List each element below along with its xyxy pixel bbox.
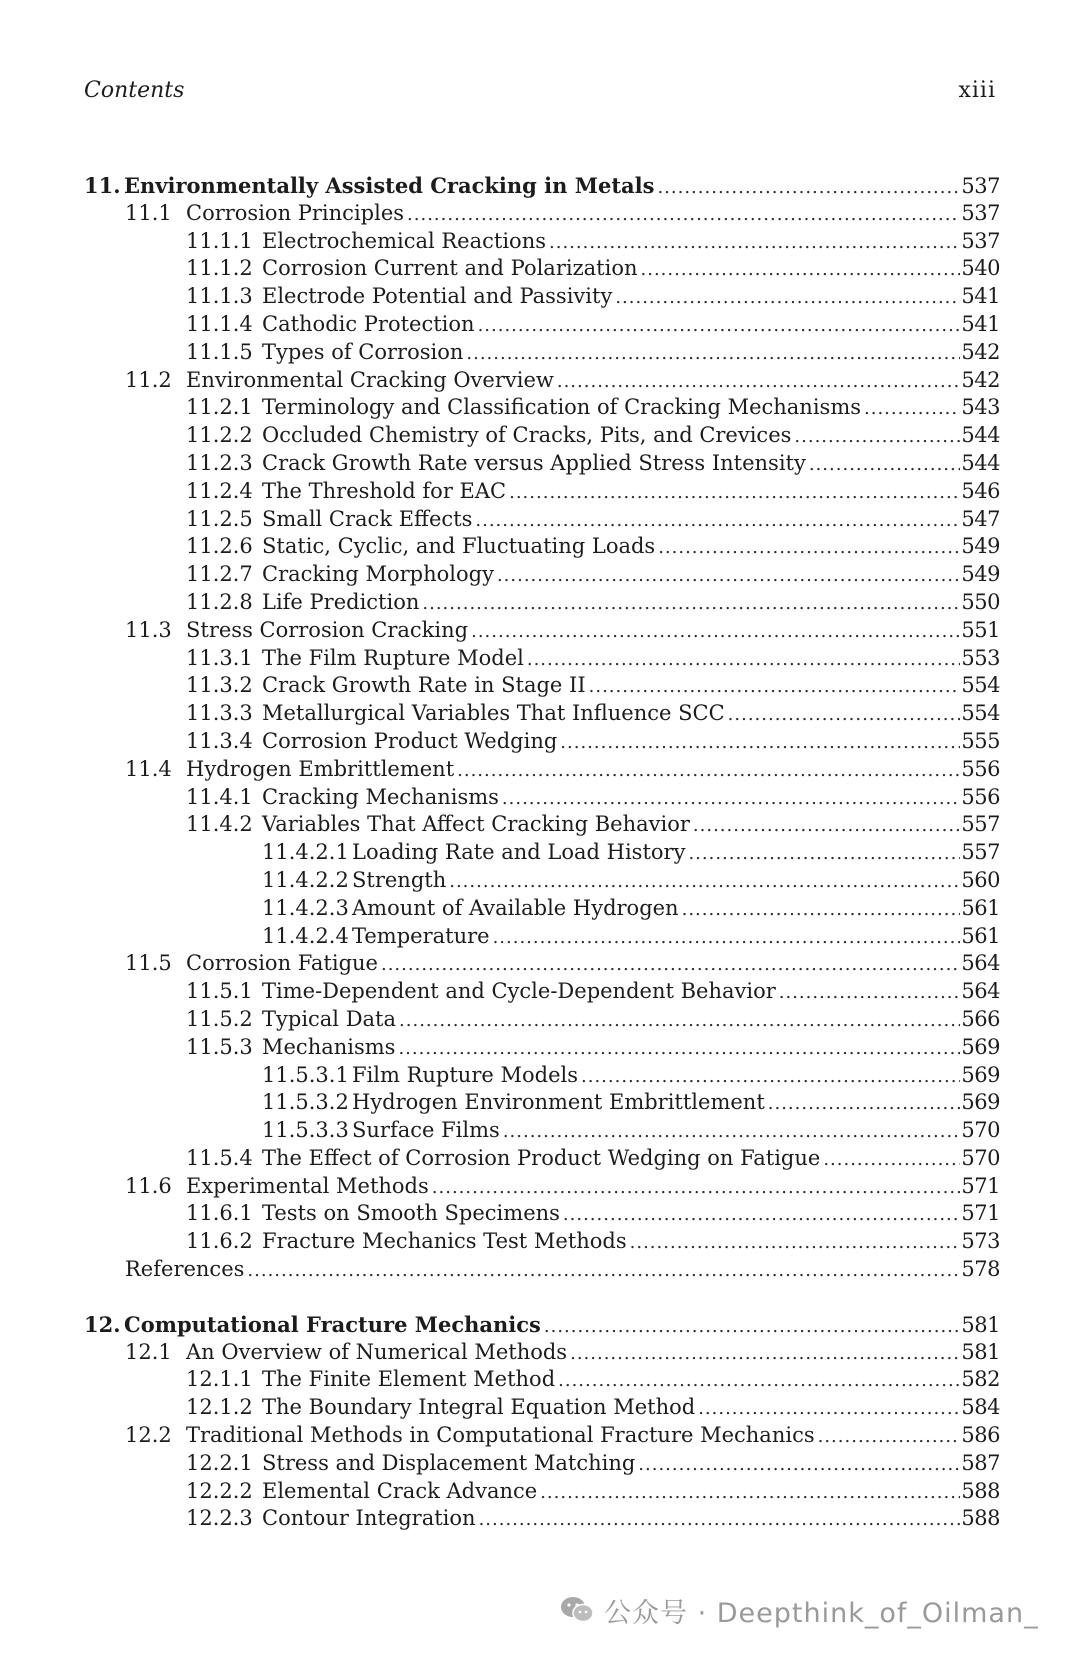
toc-entry-line [262,394,1000,423]
toc-entry-title: Hydrogen Environment Embrittlement [352,1090,765,1115]
toc-entry-page: 554 [961,673,1000,698]
toc-entry-title: Types of Corrosion [262,339,464,364]
toc-entry-title: The Film Rupture Model [262,645,524,670]
toc-entry-page: 550 [961,589,1000,614]
toc-entry-title: Variables That Affect Cracking Behavior [262,812,690,837]
toc-entry-page: 581 [961,1312,1000,1337]
toc-entry-number: 11.4.2.1 [262,840,349,865]
toc-entry-line [352,1117,1000,1146]
toc-entry-line [352,1062,1000,1091]
toc-entry-title: Cracking Mechanisms [262,784,499,809]
toc-entry-title: Corrosion Fatigue [186,951,378,976]
toc-entry-line [262,1006,1000,1035]
toc-entry[interactable] [84,672,1000,700]
toc-entry-page: 566 [961,1006,1000,1031]
toc-entry-line [262,561,1000,590]
toc-entry[interactable] [84,200,1000,228]
toc-entry-number: 11.4 [125,756,172,781]
toc-entry-page: 560 [961,867,1000,892]
toc-entry-number: 11.1.1 [186,228,253,253]
toc-entry[interactable] [84,311,1000,339]
toc-entry-line [186,617,1000,646]
toc-entry[interactable] [84,617,1000,645]
toc-entry-line [262,1366,1000,1395]
toc-entry-page: 571 [961,1201,1000,1226]
dot-leader [544,1313,961,1341]
toc-entry-page: 540 [961,256,1000,281]
toc-entry-number: 11.3.2 [186,673,253,698]
toc-entry-line [262,311,1000,340]
dot-leader [557,368,961,396]
toc-entry-title: Occluded Chemistry of Cracks, Pits, and Crevices [262,423,792,448]
toc-entry[interactable] [84,422,1000,450]
toc-entry[interactable] [84,923,1000,951]
toc-entry-number: 11.3 [125,617,172,642]
toc-entry-title: Electrode Potential and Passivity [262,284,613,309]
toc-entry-page: 587 [961,1450,1000,1475]
toc-entry-title: Temperature [352,923,490,948]
toc-entry-number: 11.4.2.4 [262,923,349,948]
toc-entry-title: Tests on Smooth Specimens [262,1201,560,1226]
dot-leader [457,757,960,785]
toc-entry[interactable] [84,700,1000,728]
toc-entry-title: Traditional Methods in Computational Fracture Mechanics [186,1423,815,1448]
toc-entry-title: Metallurgical Variables That Influence SCC [262,701,725,726]
dot-leader [497,562,960,590]
toc-entry-line [262,811,1000,840]
dot-leader [558,1367,960,1395]
toc-entry-page: 541 [961,284,1000,309]
toc-entry-number: 11.5.3.2 [262,1090,349,1115]
toc-entry[interactable] [84,1505,1000,1533]
dot-leader [247,1257,960,1285]
toc-entry-title: The Boundary Integral Equation Method [262,1395,696,1420]
toc-entry-line [262,339,1000,368]
toc-entry-number: 11.2.6 [186,534,253,559]
toc-entry[interactable] [84,367,1000,395]
toc-entry[interactable] [84,255,1000,283]
dot-leader [479,1506,961,1534]
dot-leader [638,1451,960,1479]
watermark-text: 公众号 · Deepthink_of_Oilman_ [604,1597,1039,1629]
toc-entry[interactable] [84,450,1000,478]
toc-entry[interactable] [84,728,1000,756]
toc-entry-line [262,645,1000,674]
toc-entry-line [262,978,1000,1007]
toc-entry-number: 11.3.3 [186,701,253,726]
toc-entry[interactable] [84,756,1000,784]
toc-entry-page: 549 [961,562,1000,587]
toc-entry-number: 11.5.1 [186,979,253,1004]
dot-leader [432,1174,961,1202]
toc-entry-title: Cathodic Protection [262,311,475,336]
toc-entry-number: 12.1.1 [186,1367,253,1392]
toc-entry-line [352,867,1000,896]
toc-entry-title: Environmentally Assisted Cracking in Metals [124,173,655,198]
dot-leader [422,590,960,618]
dot-leader [818,1423,961,1451]
toc-entry-title: The Threshold for EAC [262,478,507,503]
dot-leader [641,256,961,284]
toc-entry-line [262,255,1000,284]
toc-entry-page: 554 [961,701,1000,726]
toc-entry-title: Stress Corrosion Cracking [186,617,469,642]
dot-leader [478,312,961,340]
dot-leader [630,1229,961,1257]
toc-entry-title: Elemental Crack Advance [262,1478,538,1503]
toc-entry-line [352,839,1000,868]
dot-leader [560,729,960,757]
dot-leader [407,201,960,229]
toc-entry-title: An Overview of Numerical Methods [186,1339,568,1364]
toc-entry[interactable] [84,950,1000,978]
toc-entry[interactable] [84,867,1000,895]
toc-entry-title: Stress and Displacement Matching [262,1450,636,1475]
toc-entry-page: 588 [961,1478,1000,1503]
toc-entry[interactable] [84,645,1000,673]
toc-entry-title: Corrosion Principles [186,200,405,225]
toc-chapter-entry[interactable] [84,172,1000,200]
toc-entry-number: 11.1.2 [186,256,253,281]
toc-entry-title: Surface Films [352,1118,500,1143]
dot-leader [540,1479,960,1507]
toc-entry-page: 581 [961,1339,1000,1364]
toc-entry-title: Crack Growth Rate versus Applied Stress Intensity [262,450,806,475]
toc-entry[interactable] [84,1173,1000,1201]
toc-entry-number: 11.4.2.3 [262,895,349,920]
toc-entry[interactable] [84,1034,1000,1062]
toc-entry[interactable] [84,1117,1000,1145]
toc-entry[interactable] [84,1228,1000,1256]
toc-entry[interactable] [84,811,1000,839]
running-head-section: Contents [84,78,185,103]
toc-entry-title: Typical Data [262,1006,397,1031]
toc-entry-page: 573 [961,1229,1000,1254]
dot-leader [549,229,960,257]
toc-entry[interactable] [84,978,1000,1006]
toc-entry-line [186,756,1000,785]
toc-references-entry[interactable] [84,1256,1000,1284]
toc-entry[interactable] [84,1450,1000,1478]
toc-entry[interactable] [84,1062,1000,1090]
toc-entry-line [262,506,1000,535]
toc-entry-title: Corrosion Current and Polarization [262,256,638,281]
toc-entry[interactable] [84,839,1000,867]
toc-entry-line [262,784,1000,813]
toc-entry-number: 11.5.2 [186,1006,253,1031]
toc-entry-page: 557 [961,812,1000,837]
toc-entry-number: 11.1 [125,200,172,225]
toc-entry-number: 11.6.2 [186,1229,253,1254]
running-head [84,78,996,108]
wechat-icon [560,1595,594,1625]
toc-entry-page: 556 [961,756,1000,781]
toc-entry-page: 564 [961,951,1000,976]
toc-entry-number: 11.1.5 [186,339,253,364]
toc-entry-page: 561 [961,923,1000,948]
toc-entry-title: Film Rupture Models [352,1062,578,1087]
toc-entry[interactable] [84,1339,1000,1367]
toc-entry-title: Terminology and Classification of Cracking Mechanisms [262,395,862,420]
dot-leader [493,924,961,952]
dot-leader [688,840,960,868]
toc-entry-title: Life Prediction [262,589,420,614]
toc-entry-title: The Effect of Corrosion Product Wedging on Fatigue [262,1145,821,1170]
toc-entry-line [186,367,1000,396]
dot-leader [475,507,960,535]
toc-entry-line [262,228,1000,257]
toc-entry[interactable] [84,533,1000,561]
toc-entry-line [262,1394,1000,1423]
toc-entry[interactable] [84,561,1000,589]
toc-entry-page: 549 [961,534,1000,559]
toc-entry-number: 11.2.2 [186,423,253,448]
toc-entry-page: 569 [961,1034,1000,1059]
toc-entry-number: 11.3.1 [186,645,253,670]
toc-entry[interactable] [84,1089,1000,1117]
toc-chapter-entry[interactable] [84,1311,1000,1339]
toc-entry-title: Corrosion Product Wedging [262,728,558,753]
toc-entry-line [124,1311,1000,1341]
toc-entry-title: Experimental Methods [186,1173,429,1198]
toc-entry-page: 584 [961,1395,1000,1420]
toc-entry-line [186,1173,1000,1202]
toc-entry-line [262,1034,1000,1063]
toc-entry-number: 11.6 [125,1173,172,1198]
toc-entry-number: 12.2.2 [186,1478,253,1503]
toc-entry[interactable] [84,228,1000,256]
toc-entry[interactable] [84,283,1000,311]
toc-entry-page: 569 [961,1062,1000,1087]
toc-entry-page: 551 [961,617,1000,642]
toc-entry-page: 546 [961,478,1000,503]
toc-entry-title: Loading Rate and Load History [352,840,686,865]
toc-entry-line [262,422,1000,451]
dot-leader [615,284,960,312]
dot-leader [823,1146,960,1174]
toc-entry-page: 543 [961,395,1000,420]
watermark [560,1590,1039,1630]
toc-entry-page: 544 [961,423,1000,448]
toc-entry-page: 542 [961,339,1000,364]
toc-entry[interactable] [84,1478,1000,1506]
dot-leader [693,812,961,840]
toc-entry[interactable] [84,1366,1000,1394]
dot-leader [809,451,961,479]
dot-leader [864,395,960,423]
toc-entry-number: 12.2 [125,1423,172,1448]
toc-entry-page: 544 [961,450,1000,475]
toc-entry-number: 11.4.1 [186,784,253,809]
toc-entry[interactable] [84,1145,1000,1173]
toc-entry-title: Cracking Morphology [262,562,494,587]
toc-entry-number: 12.1 [125,1339,172,1364]
toc-entry-number: 11.2 [125,367,172,392]
toc-entry-title: Static, Cyclic, and Fluctuating Loads [262,534,656,559]
toc-entry-page: 561 [961,895,1000,920]
toc-entry-title: Environmental Cracking Overview [186,367,554,392]
toc-entry-line [352,1089,1000,1118]
toc-entry-number: 11.2.8 [186,589,253,614]
toc-entry-line [262,1478,1000,1507]
toc-entry[interactable] [84,1200,1000,1228]
toc-entry-line [262,672,1000,701]
toc-entry-title: Electrochemical Reactions [262,228,546,253]
toc-entry-line [262,1200,1000,1229]
toc-entry-number: 11.6.1 [186,1201,253,1226]
toc-entry-number: 11.2.5 [186,506,253,531]
toc-entry-title: Time-Dependent and Cycle-Dependent Behavior [262,979,776,1004]
toc-entry-line [262,1228,1000,1257]
toc-entry[interactable] [84,1006,1000,1034]
toc-entry[interactable] [84,1422,1000,1450]
toc-entry-title: References [125,1257,245,1282]
toc-entry-title: Amount of Available Hydrogen [352,895,679,920]
toc-entry-page: 537 [961,200,1000,225]
toc-entry-number: 11.4.2 [186,812,253,837]
toc-entry-line [262,728,1000,757]
toc-entry-page: 578 [961,1257,1000,1282]
toc-entry-number: 11.5.3 [186,1034,253,1059]
toc-entry-line [262,450,1000,479]
dot-leader [527,646,961,674]
toc-entry-title: Crack Growth Rate in Stage II [262,673,586,698]
toc-entry-line [186,200,1000,229]
toc-entry-number: 12. [84,1311,121,1337]
toc-entry-page: 582 [961,1367,1000,1392]
dot-leader [698,1395,960,1423]
dot-leader [381,951,960,979]
toc-entry-line [352,895,1000,924]
dot-leader [563,1201,960,1229]
toc-entry-line [262,1450,1000,1479]
toc-entry[interactable] [84,784,1000,812]
toc-entry-line [262,589,1000,618]
toc-entry-line [124,172,1000,202]
toc-entry-line [186,1339,1000,1368]
dot-leader [471,618,960,646]
toc-entry-line [262,283,1000,312]
toc-entry-number: 11. [84,173,121,198]
dot-leader [768,1090,961,1118]
dot-leader [589,673,961,701]
dot-leader [398,1035,960,1063]
toc-entry[interactable] [84,589,1000,617]
toc-entry-page: 553 [961,645,1000,670]
toc-entry-title: Small Crack Effects [262,506,473,531]
toc-entry-number: 11.4.2.2 [262,867,349,892]
toc-entry-page: 537 [961,174,1000,198]
dot-leader [658,534,960,562]
toc-entry-page: 571 [961,1173,1000,1198]
toc-entry-line [262,1505,1000,1534]
toc-entry-page: 556 [961,784,1000,809]
toc-entry-line [262,1145,1000,1174]
toc-entry-title: Computational Fracture Mechanics [124,1311,541,1337]
toc-entry-number: 12.2.1 [186,1450,253,1475]
toc-entry-title: Strength [352,867,447,892]
page-number-roman: xiii [958,78,996,103]
dot-leader [581,1063,960,1091]
toc-entry-number: 11.1.3 [186,284,253,309]
toc-entry[interactable] [84,506,1000,534]
toc-entry-title: Contour Integration [262,1506,476,1531]
toc-entry-page: 555 [961,728,1000,753]
toc-entry-title: The Finite Element Method [262,1367,556,1392]
dot-leader [502,785,960,813]
toc-entry-line [262,700,1000,729]
toc-entry[interactable] [84,339,1000,367]
dot-leader [682,896,961,924]
dot-leader [657,174,960,202]
toc-entry-page: 564 [961,979,1000,1004]
toc-entry-page: 541 [961,311,1000,336]
toc-entry-line [186,1422,1000,1451]
toc-entry[interactable] [84,1394,1000,1422]
toc-entry-page: 542 [961,367,1000,392]
dot-leader [503,1118,961,1146]
toc-entry-line [262,533,1000,562]
toc-entry-page: 586 [961,1423,1000,1448]
dot-leader [399,1007,960,1035]
toc-entry-page: 569 [961,1090,1000,1115]
toc-entry-number: 11.2.1 [186,395,253,420]
toc-entry-page: 557 [961,840,1000,865]
toc-entry-title: Fracture Mechanics Test Methods [262,1229,627,1254]
table-of-contents [84,172,1000,1533]
dot-leader [728,701,961,729]
toc-entry-number: 12.2.3 [186,1506,253,1531]
toc-entry-page: 570 [961,1118,1000,1143]
toc-entry[interactable] [84,895,1000,923]
toc-entry-number: 11.2.3 [186,450,253,475]
toc-entry-number: 11.2.4 [186,478,253,503]
toc-entry-title: Mechanisms [262,1034,396,1059]
toc-entry[interactable] [84,478,1000,506]
toc-entry-number: 11.5.3.3 [262,1118,349,1143]
dot-leader [794,423,960,451]
toc-entry-page: 537 [961,228,1000,253]
toc-entry-title: Hydrogen Embrittlement [186,756,455,781]
toc-entry-line [125,1256,1000,1285]
toc-entry-number: 11.5 [125,951,172,976]
toc-entry[interactable] [84,394,1000,422]
toc-entry-line [262,478,1000,507]
toc-entry-number: 11.5.4 [186,1145,253,1170]
toc-entry-page: 570 [961,1145,1000,1170]
toc-entry-number: 12.1.2 [186,1395,253,1420]
dot-leader [449,868,960,896]
dot-leader [509,479,960,507]
toc-entry-number: 11.2.7 [186,562,253,587]
dot-leader [570,1340,960,1368]
toc-entry-page: 547 [961,506,1000,531]
dot-leader [466,340,960,368]
toc-entry-line [352,923,1000,952]
toc-entry-number: 11.1.4 [186,311,253,336]
dot-leader [779,979,961,1007]
toc-entry-number: 11.5.3.1 [262,1062,349,1087]
toc-entry-line [186,950,1000,979]
toc-entry-number: 11.3.4 [186,728,253,753]
toc-entry-page: 588 [961,1506,1000,1531]
